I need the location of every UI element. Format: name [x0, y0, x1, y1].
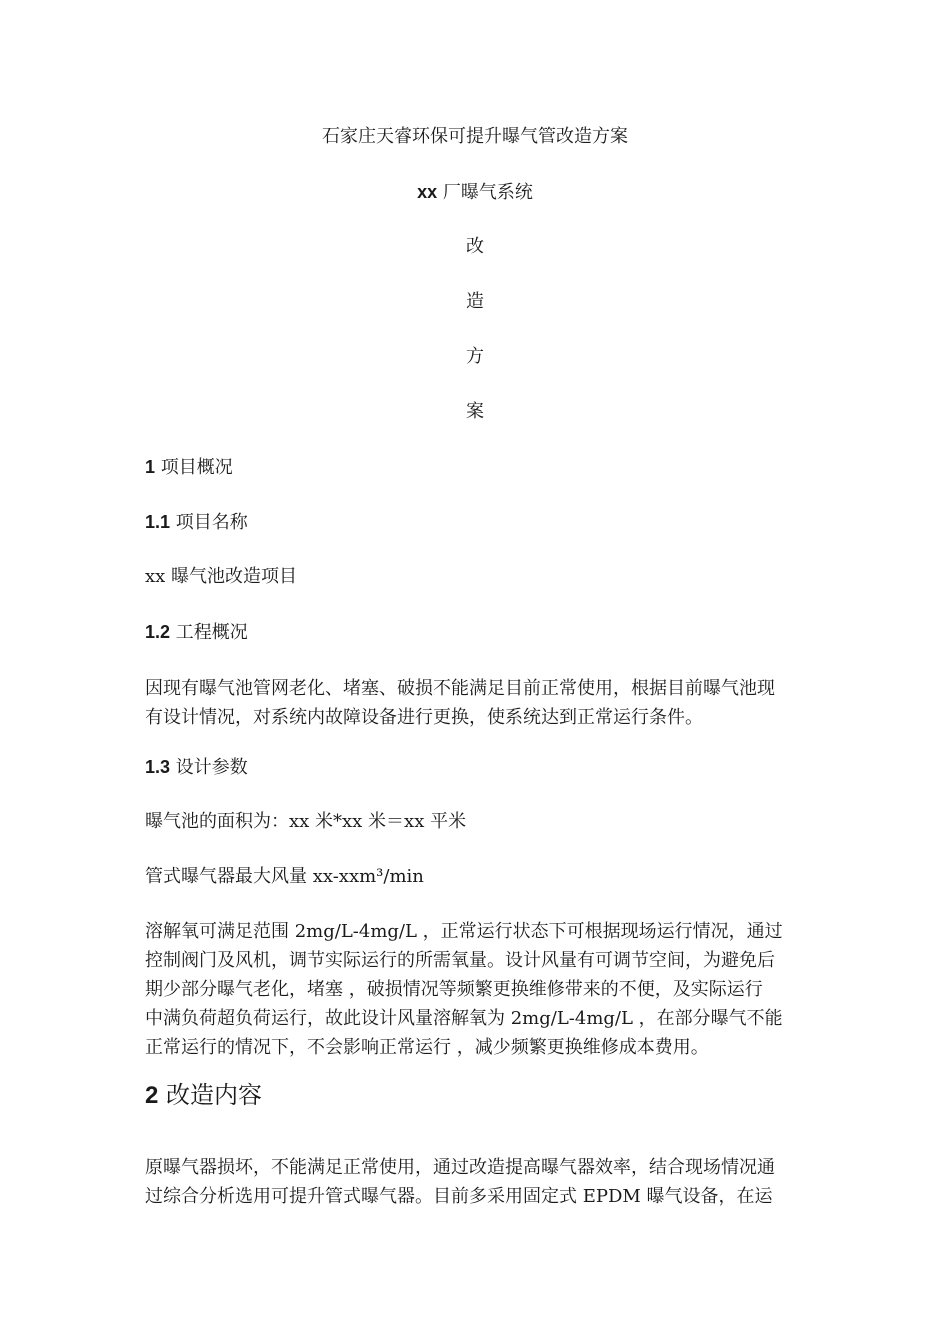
vertical-title-char-1: 改 — [466, 236, 484, 257]
section-2-number: 2 — [145, 1082, 159, 1109]
subtitle — [0, 179, 950, 206]
oxygen-line: 控制阀门及风机，调节实际运行的所需氧量。设计风量有可调节空间，为避免后 — [145, 950, 775, 971]
airflow-line: 管式曝气器最大风量 xx-xxm³/min — [145, 866, 424, 887]
vertical-title-char-2: 造 — [466, 291, 484, 312]
section-1-2-number: 1.2 — [145, 622, 171, 642]
section-1-1-heading — [145, 509, 248, 536]
oxygen-line: 中满负荷超负荷运行，故此设计风量溶解氧为 2mg/L-4mg/L ，在部分曝气不能 — [145, 1008, 783, 1029]
overview-paragraph — [145, 674, 810, 732]
section-1-title: 项目概况 — [160, 457, 233, 478]
subtitle-prefix: xx — [417, 182, 438, 202]
oxygen-line: 正常运行的情况下，不会影响正常运行 ，减少频繁更换维修成本费用。 — [145, 1037, 709, 1058]
area-line: 曝气池的面积为：xx 米*xx 米＝xx 平米 — [145, 811, 467, 832]
section-2-title: 改造内容 — [166, 1081, 262, 1109]
section-1-2-title: 工程概况 — [175, 622, 248, 643]
subtitle-text: 厂曝气系统 — [442, 182, 533, 203]
section-1-3-heading — [145, 754, 248, 781]
main-title: 石家庄天睿环保可提升曝气管改造方案 — [322, 126, 628, 147]
section-1-1-title: 项目名称 — [175, 512, 248, 533]
oxygen-line: 溶解氧可满足范围 2mg/L-4mg/L ，正常运行状态下可根据现场运行情况，通过 — [145, 921, 783, 942]
section-1-3-number: 1.3 — [145, 757, 171, 777]
project-name: xx 曝气池改造项目 — [145, 566, 298, 587]
section-1-2-heading — [145, 619, 248, 646]
section-1-heading — [145, 454, 233, 481]
section-2-heading — [145, 1079, 262, 1112]
content-paragraph — [145, 1153, 810, 1211]
overview-line: 因现有曝气池管网老化、堵塞、破损不能满足目前正常使用，根据目前曝气池现 — [145, 678, 775, 699]
oxygen-paragraph — [145, 917, 810, 1062]
section-1-1-number: 1.1 — [145, 512, 171, 532]
content-line: 过综合分析选用可提升管式曝气器。目前多采用固定式 EPDM 曝气设备，在运 — [145, 1186, 773, 1207]
vertical-title-char-3: 方 — [466, 346, 484, 367]
section-1-3-title: 设计参数 — [175, 757, 248, 778]
section-1-number: 1 — [145, 457, 156, 477]
vertical-title-char-4: 案 — [466, 401, 484, 422]
content-line: 原曝气器损坏，不能满足正常使用，通过改造提高曝气器效率，结合现场情况通 — [145, 1157, 775, 1178]
oxygen-line: 期少部分曝气老化，堵塞 ，破损情况等频繁更换维修带来的不便，及实际运行 — [145, 979, 763, 1000]
overview-line: 有设计情况，对系统内故障设备进行更换，使系统达到正常运行条件。 — [145, 707, 703, 728]
